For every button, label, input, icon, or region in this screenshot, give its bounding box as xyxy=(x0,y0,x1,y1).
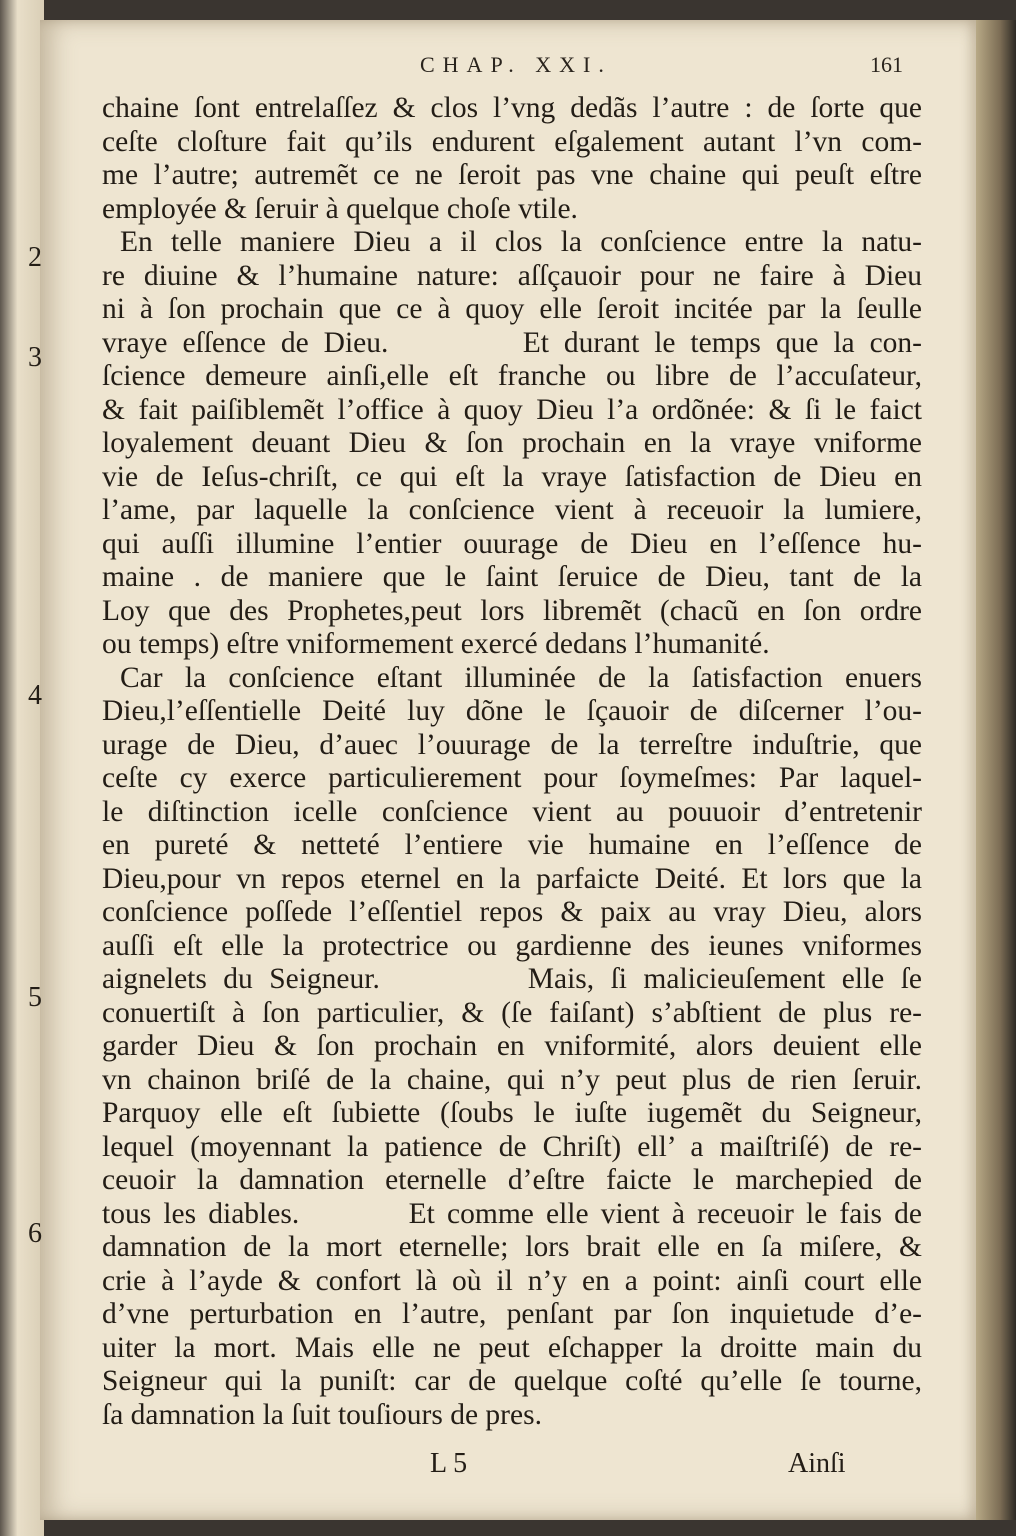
text-line: Parquoy elle eſt ſubiette (ſoubs le iuſte iugemẽt du Seigneur, xyxy=(102,1097,922,1129)
text-line: tous les diables. Et comme elle vient à receuoir le fais de xyxy=(102,1197,922,1230)
text-line: re diuine & l’humaine nature: aſſçauoir pour ne faire à Dieu xyxy=(102,259,922,292)
text-line: Seigneur qui la puniſt: car de quelque coſté qu’elle ſe tourne, xyxy=(102,1365,922,1397)
text-line: Dieu,pour vn repos eternel en la parfaicte Deité. Et lors que la xyxy=(102,862,922,895)
verse-number: 6 xyxy=(28,1218,42,1249)
text-line: En telle maniere Dieu a il clos la conſcience entre la natu- xyxy=(120,226,922,258)
page-footer xyxy=(40,1448,976,1484)
catchword: Ainſi xyxy=(788,1448,846,1479)
facing-page-edge xyxy=(0,0,44,1536)
text-line: ceuoir la damnation eternelle d’eſtre faicte le marchepied de xyxy=(102,1164,922,1196)
text-line: garder Dieu & ſon prochain en vniformité, alors deuient elle xyxy=(102,1030,922,1062)
text-line: uiter la mort. Mais elle ne peut eſchapper la droitte main du xyxy=(102,1331,922,1364)
text-line: & fait paiſiblemẽt l’office à quoy Dieu l’a ordõnée: & ſi le faict xyxy=(102,393,922,426)
signature-mark: L 5 xyxy=(430,1448,468,1479)
body-text xyxy=(102,92,922,1432)
page-number: 161 xyxy=(870,52,903,77)
text-line: conuertiſt à ſon particulier, & (ſe faiſant) s’abſtient de plus re- xyxy=(102,996,922,1029)
text-line: damnation de la mort eternelle; lors brait elle en ſa miſere, & xyxy=(102,1231,922,1263)
text-line: aignelets du Seigneur. Mais, ſi malicieuſement elle ſe xyxy=(102,963,922,995)
book-page xyxy=(28,20,976,1520)
page-fore-edge xyxy=(976,20,1016,1520)
text-line: chaine ſont entrelaſſez & clos l’vng dedãs l’autre : de ſorte que xyxy=(102,92,922,124)
text-line: employée & ſeruir à quelque choſe vtile. xyxy=(102,192,578,225)
text-line: le diſtinction icelle conſcience vient au pouuoir d’entretenir xyxy=(102,795,922,828)
text-line: auſſi eſt elle la protectrice ou gardienne des ieunes vniformes xyxy=(102,929,922,962)
text-line: l’ame, par laquelle la conſcience vient à receuoir la lumiere, xyxy=(102,494,922,526)
text-line: vraye eſſence de Dieu. Et durant le temps que la con- xyxy=(102,326,922,359)
text-line: maine . de maniere que le ſaint ſeruice de Dieu, tant de la xyxy=(102,561,922,593)
text-line: ſcience demeure ainſi,elle eſt franche ou libre de l’accuſateur, xyxy=(102,360,922,392)
text-line: vie de Ieſus-chriſt, ce qui eſt la vraye ſatisfaction de Dieu en xyxy=(102,460,922,493)
verse-number: 5 xyxy=(28,982,42,1013)
text-line: Loy que des Prophetes,peut lors libremẽt (chacũ en ſon ordre xyxy=(102,594,922,627)
text-line: ceſte cy exerce particulierement pour ſoymeſmes: Par laquel- xyxy=(102,762,922,794)
running-head: CHAP. XXI. xyxy=(420,52,612,77)
text-line: ni à ſon prochain que ce à quoy elle ſeroit incitée par la ſeulle xyxy=(102,293,922,325)
verse-number: 3 xyxy=(28,342,42,373)
text-line: crie à l’ayde & confort là où il n’y en a point: ainſi court elle xyxy=(102,1264,922,1297)
text-line: qui auſſi illumine l’entier ouurage de Dieu en l’eſſence hu- xyxy=(102,527,922,560)
text-line: Car la conſcience eſtant illuminée de la ſatisfaction enuers xyxy=(120,661,922,694)
text-line: loyalement deuant Dieu & ſon prochain en la vraye vniforme xyxy=(102,427,922,459)
text-line: en pureté & netteté l’entiere vie humaine en l’eſſence de xyxy=(102,829,922,861)
text-line: vn chainon briſé de la chaine, qui n’y peut plus de rien ſeruir. xyxy=(102,1063,922,1096)
text-line: d’vne perturbation en l’autre, penſant par ſon inquietude d’e- xyxy=(102,1298,922,1330)
text-line: conſcience poſſede l’eſſentiel repos & paix au vray Dieu, alors xyxy=(102,896,922,928)
text-line: Dieu,l’eſſentielle Deité luy dõne le ſçauoir de diſcerner l’ou- xyxy=(102,695,922,727)
text-line: urage de Dieu, d’auec l’ouurage de la terreſtre induſtrie, que xyxy=(102,728,922,761)
text-line: me l’autre; autremẽt ce ne ſeroit pas vne chaine qui peuſt eſtre xyxy=(102,159,922,191)
verse-number: 4 xyxy=(28,680,42,711)
text-line: ſa damnation la ſuit touſiours de pres. xyxy=(102,1398,542,1431)
verse-number: 2 xyxy=(28,242,42,273)
text-line: ou temps) eſtre vniformement exercé dedans l’humanité. xyxy=(102,628,770,660)
text-line: lequel (moyennant la patience de Chriſt) ell’ a maiſtriſé) de re- xyxy=(102,1130,922,1163)
text-line: ceſte cloſture fait qu’ils endurent eſgalement autant l’vn com- xyxy=(102,125,922,158)
